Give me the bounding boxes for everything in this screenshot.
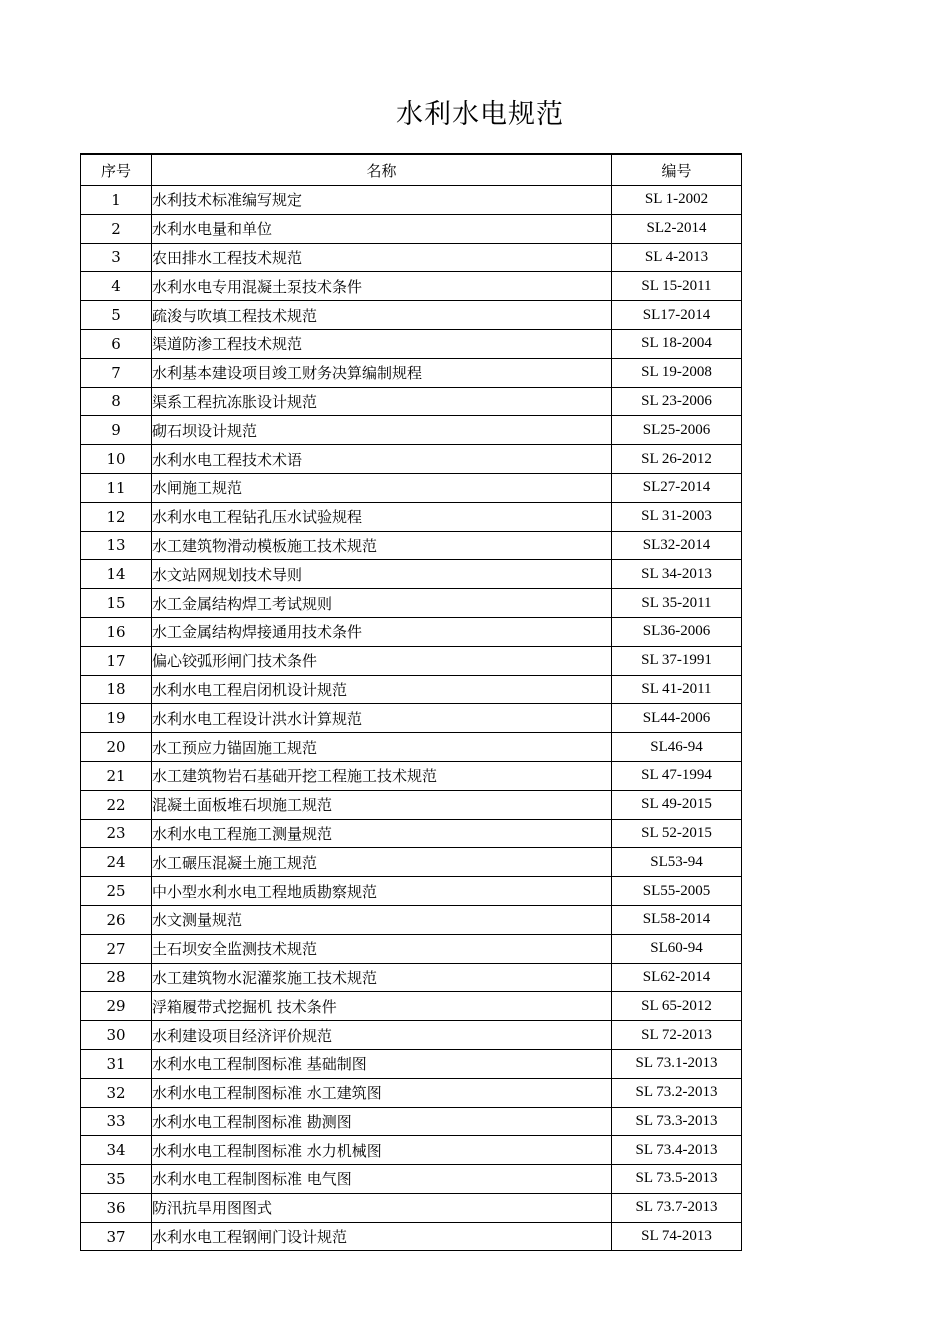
standard-code: SL 73.7-2013 xyxy=(612,1193,742,1222)
table-row xyxy=(81,329,742,358)
table-row xyxy=(81,848,742,877)
row-number: 10 xyxy=(81,445,152,474)
header-code: 编号 xyxy=(612,154,742,186)
table-row xyxy=(81,416,742,445)
table-row xyxy=(81,646,742,675)
row-number: 4 xyxy=(81,272,152,301)
standard-code: SL 73.3-2013 xyxy=(612,1107,742,1136)
standard-name: 水利技术标准编写规定 xyxy=(152,186,612,215)
table-row xyxy=(81,243,742,272)
row-number: 23 xyxy=(81,819,152,848)
standard-name: 混凝土面板堆石坝施工规范 xyxy=(152,790,612,819)
row-number: 7 xyxy=(81,358,152,387)
row-number: 32 xyxy=(81,1078,152,1107)
standard-name: 水工碾压混凝土施工规范 xyxy=(152,848,612,877)
standard-code: SL 23-2006 xyxy=(612,387,742,416)
table-row xyxy=(81,992,742,1021)
standard-code: SL 26-2012 xyxy=(612,445,742,474)
standard-code: SL 37-1991 xyxy=(612,646,742,675)
standard-name: 水利建设项目经济评价规范 xyxy=(152,1021,612,1050)
table-row xyxy=(81,473,742,502)
standard-name: 水利水电工程设计洪水计算规范 xyxy=(152,704,612,733)
row-number: 6 xyxy=(81,329,152,358)
row-number: 18 xyxy=(81,675,152,704)
row-number: 13 xyxy=(81,531,152,560)
table-row xyxy=(81,1021,742,1050)
standard-code: SL32-2014 xyxy=(612,531,742,560)
table-row xyxy=(81,1078,742,1107)
standard-name: 水利水电工程制图标准 勘测图 xyxy=(152,1107,612,1136)
standard-name: 水工金属结构焊工考试规则 xyxy=(152,589,612,618)
standard-code: SL 1-2002 xyxy=(612,186,742,215)
row-number: 17 xyxy=(81,646,152,675)
standard-name: 水利水电工程制图标准 基础制图 xyxy=(152,1049,612,1078)
header-row xyxy=(81,154,742,186)
standard-code: SL 49-2015 xyxy=(612,790,742,819)
standard-name: 水利水电工程启闭机设计规范 xyxy=(152,675,612,704)
table-row xyxy=(81,272,742,301)
table-row xyxy=(81,877,742,906)
standard-code: SL58-2014 xyxy=(612,905,742,934)
standard-name: 农田排水工程技术规范 xyxy=(152,243,612,272)
table-row xyxy=(81,905,742,934)
standard-code: SL 74-2013 xyxy=(612,1222,742,1251)
standard-code: SL 19-2008 xyxy=(612,358,742,387)
standard-name: 渠系工程抗冻胀设计规范 xyxy=(152,387,612,416)
standard-name: 渠道防渗工程技术规范 xyxy=(152,329,612,358)
table-row xyxy=(81,1165,742,1194)
standard-code: SL 47-1994 xyxy=(612,761,742,790)
table-row xyxy=(81,934,742,963)
standard-name: 浮箱履带式挖掘机 技术条件 xyxy=(152,992,612,1021)
row-number: 29 xyxy=(81,992,152,1021)
standard-name: 水利水电工程钻孔压水试验规程 xyxy=(152,502,612,531)
row-number: 12 xyxy=(81,502,152,531)
table-row xyxy=(81,358,742,387)
row-number: 2 xyxy=(81,214,152,243)
standard-name: 水闸施工规范 xyxy=(152,473,612,502)
row-number: 14 xyxy=(81,560,152,589)
row-number: 25 xyxy=(81,877,152,906)
standard-code: SL 35-2011 xyxy=(612,589,742,618)
standard-code: SL25-2006 xyxy=(612,416,742,445)
row-number: 37 xyxy=(81,1222,152,1251)
standard-name: 水工建筑物滑动模板施工技术规范 xyxy=(152,531,612,560)
table-row xyxy=(81,214,742,243)
standard-name: 水文测量规范 xyxy=(152,905,612,934)
standard-name: 疏浚与吹填工程技术规范 xyxy=(152,301,612,330)
standard-code: SL44-2006 xyxy=(612,704,742,733)
row-number: 34 xyxy=(81,1136,152,1165)
table-row xyxy=(81,1222,742,1251)
standard-code: SL55-2005 xyxy=(612,877,742,906)
row-number: 5 xyxy=(81,301,152,330)
row-number: 22 xyxy=(81,790,152,819)
table-row xyxy=(81,1193,742,1222)
standard-name: 水工预应力锚固施工规范 xyxy=(152,733,612,762)
standard-code: SL62-2014 xyxy=(612,963,742,992)
standard-code: SL 15-2011 xyxy=(612,272,742,301)
standard-code: SL17-2014 xyxy=(612,301,742,330)
standard-name: 水利水电工程制图标准 水力机械图 xyxy=(152,1136,612,1165)
row-number: 3 xyxy=(81,243,152,272)
table-row xyxy=(81,186,742,215)
table-row xyxy=(81,445,742,474)
standard-code: SL36-2006 xyxy=(612,617,742,646)
table-row xyxy=(81,560,742,589)
header-no: 序号 xyxy=(81,154,152,186)
table-row xyxy=(81,531,742,560)
standard-name: 偏心铰弧形闸门技术条件 xyxy=(152,646,612,675)
standard-code: SL 73.2-2013 xyxy=(612,1078,742,1107)
standards-table xyxy=(80,153,742,1251)
row-number: 15 xyxy=(81,589,152,618)
standard-name: 水工建筑物岩石基础开挖工程施工技术规范 xyxy=(152,761,612,790)
page-title: 水利水电规范 xyxy=(396,99,564,130)
row-number: 36 xyxy=(81,1193,152,1222)
standard-name: 中小型水利水电工程地质勘察规范 xyxy=(152,877,612,906)
table-header xyxy=(81,154,742,186)
standard-code: SL 73.5-2013 xyxy=(612,1165,742,1194)
header-name: 名称 xyxy=(152,154,612,186)
row-number: 8 xyxy=(81,387,152,416)
table-row xyxy=(81,790,742,819)
standard-code: SL 52-2015 xyxy=(612,819,742,848)
row-number: 9 xyxy=(81,416,152,445)
table-row xyxy=(81,502,742,531)
row-number: 28 xyxy=(81,963,152,992)
standard-code: SL 34-2013 xyxy=(612,560,742,589)
standard-code: SL46-94 xyxy=(612,733,742,762)
standard-code: SL27-2014 xyxy=(612,473,742,502)
standard-name: 水利水电工程技术术语 xyxy=(152,445,612,474)
table-body xyxy=(81,186,742,1251)
standard-code: SL53-94 xyxy=(612,848,742,877)
table-row xyxy=(81,704,742,733)
row-number: 35 xyxy=(81,1165,152,1194)
row-number: 33 xyxy=(81,1107,152,1136)
table-row xyxy=(81,761,742,790)
table-row xyxy=(81,1049,742,1078)
standard-code: SL 73.4-2013 xyxy=(612,1136,742,1165)
standard-code: SL 4-2013 xyxy=(612,243,742,272)
standard-code: SL 18-2004 xyxy=(612,329,742,358)
row-number: 11 xyxy=(81,473,152,502)
table-row xyxy=(81,617,742,646)
row-number: 27 xyxy=(81,934,152,963)
standard-name: 水文站网规划技术导则 xyxy=(152,560,612,589)
row-number: 20 xyxy=(81,733,152,762)
row-number: 31 xyxy=(81,1049,152,1078)
row-number: 26 xyxy=(81,905,152,934)
standard-name: 水利水电工程施工测量规范 xyxy=(152,819,612,848)
standard-name: 水利水电工程钢闸门设计规范 xyxy=(152,1222,612,1251)
standard-name: 水利基本建设项目竣工财务决算编制规程 xyxy=(152,358,612,387)
standard-code: SL60-94 xyxy=(612,934,742,963)
row-number: 16 xyxy=(81,617,152,646)
row-number: 30 xyxy=(81,1021,152,1050)
row-number: 24 xyxy=(81,848,152,877)
row-number: 1 xyxy=(81,186,152,215)
row-number: 21 xyxy=(81,761,152,790)
standard-name: 水利水电工程制图标准 电气图 xyxy=(152,1165,612,1194)
standard-name: 水利水电工程制图标准 水工建筑图 xyxy=(152,1078,612,1107)
standard-name: 砌石坝设计规范 xyxy=(152,416,612,445)
standard-name: 水工金属结构焊接通用技术条件 xyxy=(152,617,612,646)
standard-name: 防汛抗旱用图图式 xyxy=(152,1193,612,1222)
table-row xyxy=(81,1136,742,1165)
standard-code: SL2-2014 xyxy=(612,214,742,243)
table-row xyxy=(81,675,742,704)
table-row xyxy=(81,819,742,848)
standard-code: SL 72-2013 xyxy=(612,1021,742,1050)
row-number: 19 xyxy=(81,704,152,733)
table-row xyxy=(81,387,742,416)
standard-code: SL 41-2011 xyxy=(612,675,742,704)
standard-name: 水工建筑物水泥灌浆施工技术规范 xyxy=(152,963,612,992)
table-row xyxy=(81,1107,742,1136)
standard-name: 水利水电专用混凝土泵技术条件 xyxy=(152,272,612,301)
table-row xyxy=(81,589,742,618)
standard-code: SL 31-2003 xyxy=(612,502,742,531)
table-row xyxy=(81,733,742,762)
standard-code: SL 65-2012 xyxy=(612,992,742,1021)
standard-name: 土石坝安全监测技术规范 xyxy=(152,934,612,963)
table-row xyxy=(81,301,742,330)
table-row xyxy=(81,963,742,992)
standard-code: SL 73.1-2013 xyxy=(612,1049,742,1078)
standard-name: 水利水电量和单位 xyxy=(152,214,612,243)
